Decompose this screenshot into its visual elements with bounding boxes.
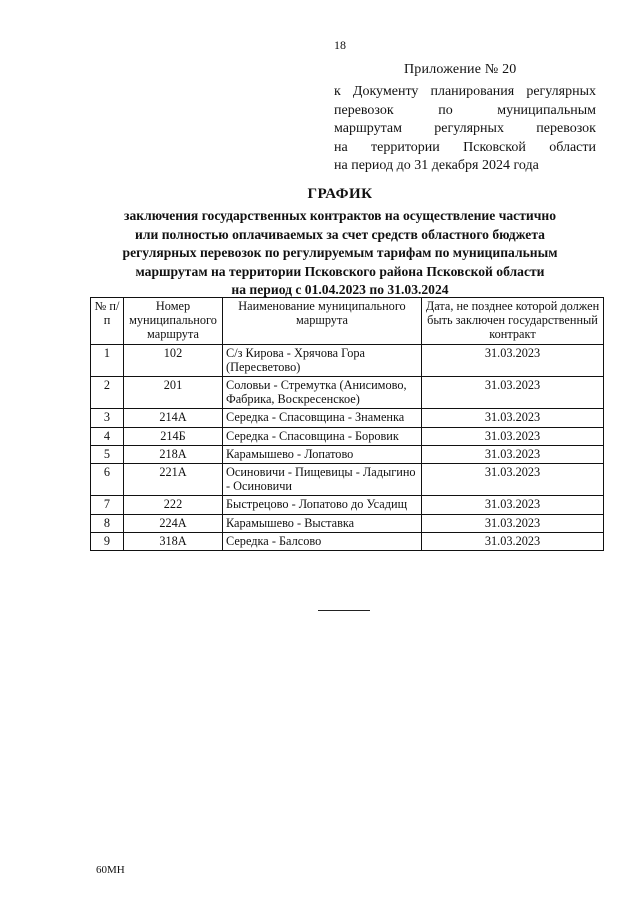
- row-number-cell: 1: [91, 344, 124, 376]
- row-number-cell: 4: [91, 427, 124, 445]
- route-number-cell: 102: [124, 344, 223, 376]
- route-number-cell: 201: [124, 377, 223, 409]
- appendix-title: Приложение № 20: [404, 62, 517, 77]
- header-route-name: Наименование муниципального маршрута: [223, 298, 422, 345]
- contract-date-cell: 31.03.2023: [422, 514, 604, 532]
- page-number: 18: [334, 38, 346, 52]
- contract-date-cell: 31.03.2023: [422, 445, 604, 463]
- contract-date-cell: 31.03.2023: [422, 464, 604, 496]
- row-number-cell: 5: [91, 445, 124, 463]
- route-number-cell: 318А: [124, 532, 223, 550]
- route-number-cell: 222: [124, 496, 223, 514]
- row-number-cell: 9: [91, 532, 124, 550]
- contract-date-cell: 31.03.2023: [422, 377, 604, 409]
- table-row: [91, 409, 604, 427]
- route-name-cell: Быстрецово - Лопатово до Усадищ: [223, 496, 422, 514]
- table-row: [91, 377, 604, 409]
- route-number-cell: 221А: [124, 464, 223, 496]
- contract-date-cell: 31.03.2023: [422, 496, 604, 514]
- appendix-line: на территории Псковской области: [334, 139, 596, 155]
- row-number-cell: 3: [91, 409, 124, 427]
- subtitle-line: или полностью оплачиваемых за счет средств областного бюджета: [135, 226, 545, 242]
- appendix-line: перевозок по муниципальным: [334, 102, 596, 118]
- subtitle-line: регулярных перевозок по регулируемым тарифам по муниципальным: [122, 245, 558, 261]
- header-contract-date: Дата, не позднее которой должен быть заключен государственный контракт: [422, 298, 604, 345]
- route-name-cell: Осиновичи - Пищевицы - Ладыгино - Осиновичи: [223, 464, 422, 496]
- document-subtitle: [60, 207, 620, 300]
- route-name-cell: Карамышево - Лопатово: [223, 445, 422, 463]
- table-header-row: [91, 298, 604, 345]
- closing-divider: [318, 610, 370, 611]
- table-row: [91, 445, 604, 463]
- subtitle-line: заключения государственных контрактов на осуществление частично: [123, 208, 557, 223]
- header-row-number: № п/п: [91, 298, 124, 345]
- route-name-cell: Карамышево - Выставка: [223, 514, 422, 532]
- row-number-cell: 7: [91, 496, 124, 514]
- contracts-schedule-table: [90, 297, 604, 551]
- subtitle-line: маршрутам на территории Псковского района Псковской области: [135, 263, 545, 279]
- contract-date-cell: 31.03.2023: [422, 427, 604, 445]
- route-name-cell: Середка - Балсово: [223, 532, 422, 550]
- table-body: [91, 344, 604, 550]
- table-row: [91, 532, 604, 550]
- route-number-cell: 214А: [124, 409, 223, 427]
- table-row: [91, 464, 604, 496]
- route-number-cell: 214Б: [124, 427, 223, 445]
- appendix-line: на период до 31 декабря 2024 года: [334, 158, 539, 174]
- contract-date-cell: 31.03.2023: [422, 409, 604, 427]
- footer-code: 60МН: [96, 864, 125, 876]
- contract-date-cell: 31.03.2023: [422, 532, 604, 550]
- subtitle-line: на период с 01.04.2023 по 31.03.2024: [231, 282, 449, 298]
- route-name-cell: Середка - Спасовщина - Боровик: [223, 427, 422, 445]
- route-name-cell: С/з Кирова - Хрячова Гора (Пересветово): [223, 344, 422, 376]
- table-row: [91, 344, 604, 376]
- table-row: [91, 496, 604, 514]
- route-number-cell: 218А: [124, 445, 223, 463]
- contract-date-cell: 31.03.2023: [422, 344, 604, 376]
- row-number-cell: 2: [91, 377, 124, 409]
- header-route-number: Номер муниципального маршрута: [124, 298, 223, 345]
- appendix-reference: [334, 83, 596, 176]
- appendix-line: к Документу планирования регулярных: [334, 84, 596, 99]
- row-number-cell: 6: [91, 464, 124, 496]
- table-row: [91, 514, 604, 532]
- table-row: [91, 427, 604, 445]
- route-number-cell: 224А: [124, 514, 223, 532]
- appendix-line: маршрутам регулярных перевозок: [334, 121, 596, 137]
- route-name-cell: Соловьи - Стремутка (Анисимово, Фабрика, Воскресенское): [223, 377, 422, 409]
- row-number-cell: 8: [91, 514, 124, 532]
- document-title: ГРАФИК: [307, 186, 373, 202]
- route-name-cell: Середка - Спасовщина - Знаменка: [223, 409, 422, 427]
